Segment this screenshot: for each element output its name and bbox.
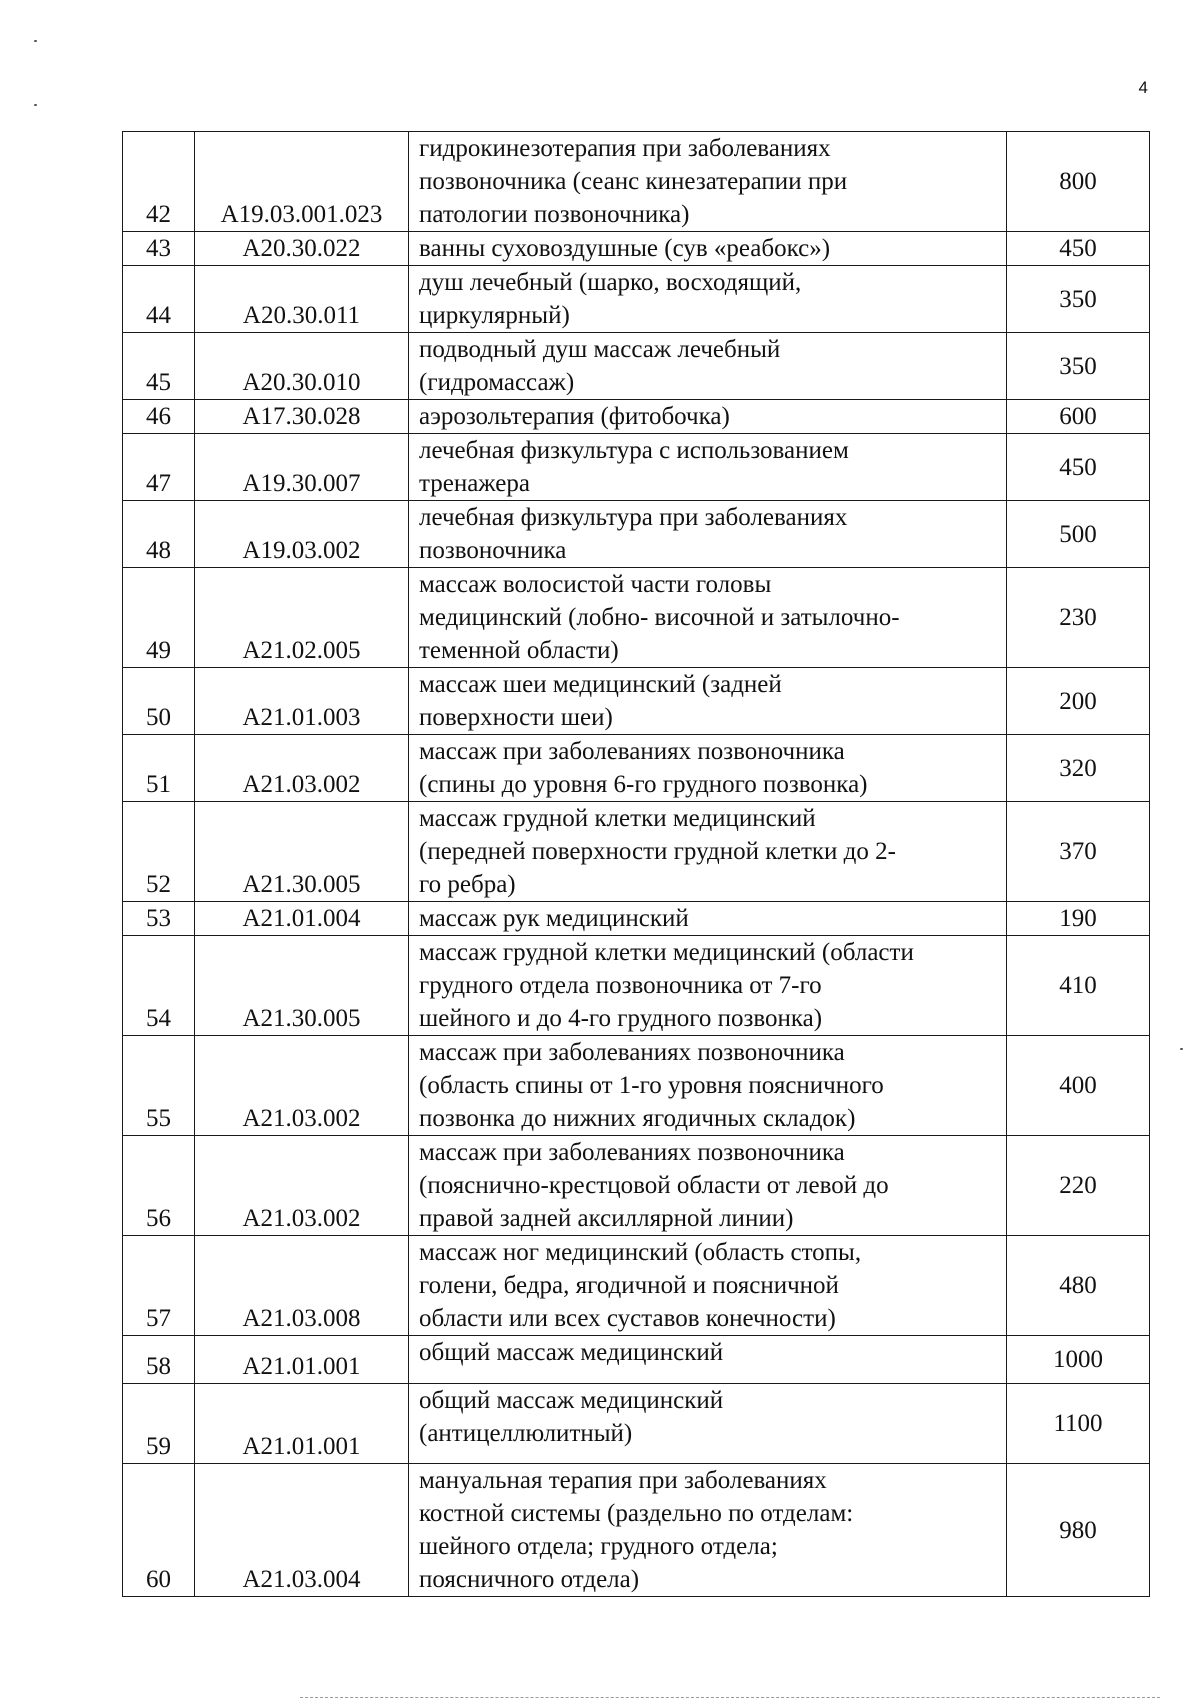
service-code: A20.30.022 (195, 232, 409, 266)
service-code: A21.03.002 (195, 735, 409, 802)
service-code: A21.01.001 (195, 1384, 409, 1464)
table-row (123, 668, 1150, 735)
service-name: массаж ног медицинский (область стопы, голени, бедра, ягодичной и поясничной области или всех суставов конечности) (409, 1236, 1007, 1336)
table-row (123, 232, 1150, 266)
service-price: 980 (1007, 1464, 1150, 1597)
row-number: 54 (123, 936, 195, 1036)
service-code: A21.02.005 (195, 568, 409, 668)
service-price: 450 (1007, 434, 1150, 501)
table-row (123, 1336, 1150, 1384)
service-price: 1000 (1007, 1336, 1150, 1384)
service-price: 220 (1007, 1136, 1150, 1236)
service-name: аэрозольтерапия (фитобочка) (409, 400, 1007, 434)
row-number: 53 (123, 902, 195, 936)
service-name: ванны суховоздушные (сув «реабокс») (409, 232, 1007, 266)
service-code: A21.03.002 (195, 1136, 409, 1236)
service-code: A21.30.005 (195, 936, 409, 1036)
service-code: A21.03.004 (195, 1464, 409, 1597)
service-code: A20.30.011 (195, 266, 409, 333)
row-number: 43 (123, 232, 195, 266)
table-row (123, 132, 1150, 232)
service-price: 450 (1007, 232, 1150, 266)
service-price: 190 (1007, 902, 1150, 936)
service-code: A21.01.004 (195, 902, 409, 936)
page-number: 4 (1138, 78, 1148, 97)
service-price: 230 (1007, 568, 1150, 668)
price-table-body (123, 132, 1150, 1597)
service-name: лечебная физкультура при заболеваниях позвоночника (409, 501, 1007, 568)
table-row (123, 1036, 1150, 1136)
table-row (123, 802, 1150, 902)
service-name: массаж грудной клетки медицинский (области грудного отдела позвоночника от 7-го шейного и до 4-го грудного позвонка) (409, 936, 1007, 1036)
table-row (123, 1384, 1150, 1464)
row-number: 51 (123, 735, 195, 802)
service-name: подводный душ массаж лечебный (гидромассаж) (409, 333, 1007, 400)
service-code: A19.03.002 (195, 501, 409, 568)
row-number: 42 (123, 132, 195, 232)
table-row (123, 902, 1150, 936)
scan-footer-line (300, 1697, 1160, 1698)
row-number: 57 (123, 1236, 195, 1336)
row-number: 59 (123, 1384, 195, 1464)
service-name: массаж при заболеваниях позвоночника (пояснично-крестцовой области от левой до правой задней аксиллярной линии) (409, 1136, 1007, 1236)
service-code: A17.30.028 (195, 400, 409, 434)
row-number: 46 (123, 400, 195, 434)
service-code: A19.03.001.023 (195, 132, 409, 232)
row-number: 60 (123, 1464, 195, 1597)
service-price: 500 (1007, 501, 1150, 568)
service-price: 800 (1007, 132, 1150, 232)
service-code: A19.30.007 (195, 434, 409, 501)
service-name: массаж рук медицинский (409, 902, 1007, 936)
service-code: A21.03.002 (195, 1036, 409, 1136)
row-number: 58 (123, 1336, 195, 1384)
row-number: 45 (123, 333, 195, 400)
service-price: 480 (1007, 1236, 1150, 1336)
service-price: 370 (1007, 802, 1150, 902)
service-price: 350 (1007, 333, 1150, 400)
row-number: 48 (123, 501, 195, 568)
table-row (123, 266, 1150, 333)
service-price: 200 (1007, 668, 1150, 735)
service-code: A21.01.003 (195, 668, 409, 735)
table-row (123, 1236, 1150, 1336)
scan-speck (34, 40, 37, 42)
row-number: 55 (123, 1036, 195, 1136)
service-name: массаж при заболеваниях позвоночника (область спины от 1-го уровня поясничного позвонка до нижних ягодичных складок) (409, 1036, 1007, 1136)
table-row (123, 568, 1150, 668)
row-number: 44 (123, 266, 195, 333)
service-price: 320 (1007, 735, 1150, 802)
service-name: мануальная терапия при заболеваниях костной системы (раздельно по отделам: шейного отдела; грудного отдела; поясничного отдела) (409, 1464, 1007, 1597)
service-code: A21.30.005 (195, 802, 409, 902)
service-name: общий массаж медицинский (антицеллюлитный) (409, 1384, 1007, 1464)
service-code: A20.30.010 (195, 333, 409, 400)
scan-speck (34, 104, 37, 106)
service-name: гидрокинезотерапия при заболеваниях позвоночника (сеанс кинезатерапии при патологии позвоночника) (409, 132, 1007, 232)
service-name: лечебная физкультура с использованием тренажера (409, 434, 1007, 501)
table-row (123, 1136, 1150, 1236)
scan-speck (1180, 1048, 1183, 1050)
table-row (123, 333, 1150, 400)
service-price: 350 (1007, 266, 1150, 333)
service-name: душ лечебный (шарко, восходящий, циркулярный) (409, 266, 1007, 333)
service-name: общий массаж медицинский (409, 1336, 1007, 1384)
service-price: 600 (1007, 400, 1150, 434)
row-number: 50 (123, 668, 195, 735)
row-number: 47 (123, 434, 195, 501)
service-name: массаж волосистой части головы медицинский (лобно- височной и затылочно- теменной области) (409, 568, 1007, 668)
service-name: массаж грудной клетки медицинский (передней поверхности грудной клетки до 2- го ребра) (409, 802, 1007, 902)
row-number: 49 (123, 568, 195, 668)
table-row (123, 400, 1150, 434)
table-row (123, 735, 1150, 802)
service-code: A21.01.001 (195, 1336, 409, 1384)
service-price: 400 (1007, 1036, 1150, 1136)
price-table (122, 131, 1150, 1597)
service-price: 410 (1007, 936, 1150, 1036)
service-code: A21.03.008 (195, 1236, 409, 1336)
service-name: массаж при заболеваниях позвоночника (спины до уровня 6-го грудного позвонка) (409, 735, 1007, 802)
table-row (123, 501, 1150, 568)
table-row (123, 936, 1150, 1036)
service-price: 1100 (1007, 1384, 1150, 1464)
table-row (123, 434, 1150, 501)
row-number: 52 (123, 802, 195, 902)
table-row (123, 1464, 1150, 1597)
row-number: 56 (123, 1136, 195, 1236)
service-name: массаж шеи медицинский (задней поверхности шеи) (409, 668, 1007, 735)
